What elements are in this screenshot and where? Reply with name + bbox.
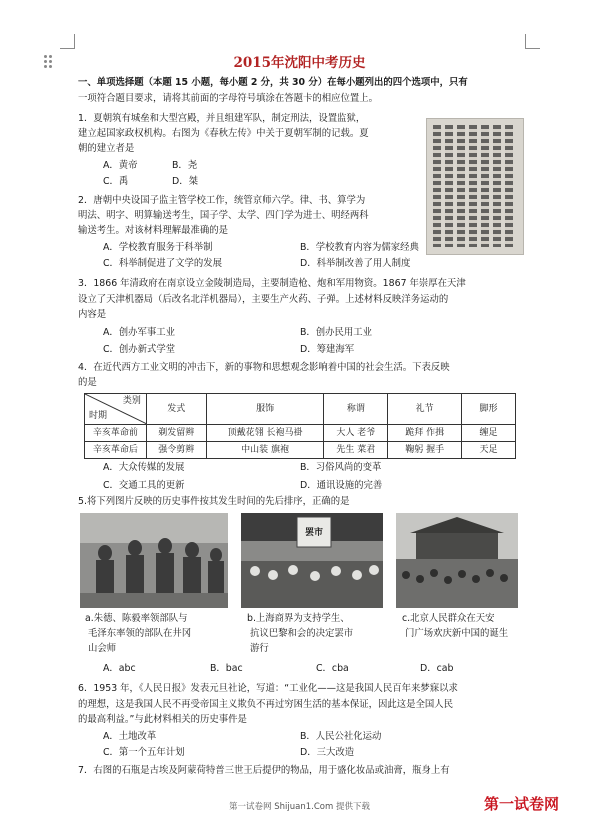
caption-a-line-3: 山会师 [88,643,117,654]
table-cell: 中山装 旗袍 [206,442,324,459]
table-cell: 辛亥革命前 [85,425,147,442]
q3-option-c: C．创办新式学堂 [103,344,176,355]
photo-art-c [396,513,518,608]
table-cell: 大人 老爷 [324,425,388,442]
q1-option-b: B．尧 [172,160,198,171]
section-intro-line-2: 一项符合题目要求，请将其前面的字母符号填涂在答题卡的相应位置上。 [78,93,379,104]
q3-line-1: 3．1866 年清政府在南京设立金陵制造局，主要制造枪、炮和军用物资。1867 年崇厚在天津 [78,278,466,289]
q7-line-1: 7．右图的石瓶是古埃及阿蒙荷特普三世王后提伊的物品，用于盛化妆品或油膏，瓶身上有 [78,765,450,776]
q5-option-b: B．bac [210,663,243,674]
q6-line-3: 的最高利益。”与此材料相关的历史事件是 [78,714,247,725]
crop-mark-top-right [525,34,540,49]
q2-option-d: D．科举制改善了用人制度 [300,258,411,269]
table-corner-cell [85,394,147,425]
table-cell: 顶戴花翎 长袍马褂 [206,425,324,442]
q2-line-2: 明法、明字、明算输送考生，国子学、太学、四门学为进士、明经两科 [78,210,369,221]
q4-option-b: B．习俗风尚的变革 [300,462,382,473]
q2-option-a: A．学校教育服务于科举制 [103,242,213,253]
photo-sign-text: 罢市 [304,528,323,538]
photo-art-a [80,513,228,608]
q5-line-1: 5.将下列图片反映的历史事件按其发生时间的先后排序，正确的是 [78,496,350,507]
caption-a-line-1: a.朱德、陈毅率领部队与 [85,613,188,624]
q1-option-a: A．黄帝 [103,160,138,171]
caption-b-line-2: 抗议巴黎和会的决定罢市 [250,628,354,639]
site-watermark: 第一试卷网 [484,795,560,813]
q3-line-3: 内容是 [78,309,107,320]
table-header-cell: 脚形 [462,394,516,425]
table-cell: 跪拜 作揖 [388,425,462,442]
caption-b-line-3: 游行 [250,643,269,654]
q1-option-c: C．禹 [103,176,129,187]
page-footer: 第一试卷网 Shijuan1.Com 提供下载 [229,802,370,812]
q6-option-a: A．土地改革 [103,731,157,742]
q6-line-1: 6．1953 年，《人民日报》发表元旦社论，写道：“工业化——这是我国人民百年来梦寐以求 [78,683,458,694]
corner-label-period: 时期 [89,411,108,421]
caption-c-line-1: c.北京人民群众在天安 [402,613,495,624]
q6-option-c: C．第一个五年计划 [103,747,185,758]
q2-line-3: 输送考生。对该材料理解最准确的是 [78,225,229,236]
q3-option-d: D．筹建海军 [300,344,355,355]
table-cell: 天足 [462,442,516,459]
table-header-cell: 服饰 [206,394,324,425]
caption-c-line-2: 门广场欢庆新中国的诞生 [405,628,509,639]
q5-option-d: D．cab [420,663,454,674]
q4-option-d: D．通讯设施的完善 [300,480,383,491]
crop-mark-top-left [60,34,75,49]
caption-b-line-1: b.上海商界为支持学生、 [247,613,350,624]
q6-line-2: 的理想，这是我国人民不再受帝国主义欺负不再过穷困生活的基本保证，因此这是全国人民 [78,699,454,710]
table-header-cell: 礼节 [388,394,462,425]
table-header-cell: 发式 [146,394,206,425]
photo-jinggangshan-meeting [80,513,228,608]
table-row [85,442,516,459]
q1-line-3: 朝的建立者是 [78,143,135,154]
customs-table [84,393,516,459]
page-title: 2015年沈阳中考历史 [233,55,366,71]
q4-option-c: C．交通工具的更新 [103,480,185,491]
q3-option-b: B．创办民用工业 [300,327,373,338]
q3-option-a: A．创办军事工业 [103,327,176,338]
table-row [85,425,516,442]
q4-line-1: 4．在近代西方工业文明的冲击下，新的事物和思想观念影响着中国的社会生活。下表反映 [78,362,450,373]
ancient-text-image [426,118,524,255]
photo-shanghai-strike [241,513,383,608]
table-cell: 缠足 [462,425,516,442]
q4-option-a: A．大众传媒的发展 [103,462,185,473]
table-cell: 剃发留辫 [146,425,206,442]
table-cell: 鞠躬 握手 [388,442,462,459]
q2-option-c: C．科举制促进了文学的发展 [103,258,223,269]
q2-option-b: B．学校教育内容为儒家经典 [300,242,419,253]
q4-line-2: 的是 [78,377,97,388]
table-header-row [85,394,516,425]
q1-option-d: D．桀 [172,176,198,187]
table-cell: 先生 菜君 [324,442,388,459]
q6-option-b: B．人民公社化运动 [300,731,382,742]
q1-line-1: 1．夏朝筑有城垒和大型宫殿，并且组建军队，制定刑法，设置监狱， [78,113,366,124]
q3-line-2: 设立了天津机器局（后改名北洋机器局），主要生产火药、子弹。上述材料反映洋务运动的 [78,294,449,305]
q5-option-a: A．abc [103,663,136,674]
q1-line-2: 建立起国家政权机构。右图为《春秋左传》中关于夏朝军制的记载。夏 [78,128,369,139]
q6-option-d: D．三大改造 [300,747,355,758]
q5-option-c: C．cba [316,663,349,674]
section-intro-line-1: 一、单项选择题（本题 15 小题，每小题 2 分，共 30 分）在每小题列出的四个选项中，只有 [78,77,468,88]
table-cell: 强令剪辫 [146,442,206,459]
corner-label-category: 类别 [122,396,141,406]
table-header-cell: 称谓 [324,394,388,425]
caption-a-line-2: 毛泽东率领的部队在井冈 [88,628,192,639]
table-cell: 辛亥革命后 [85,442,147,459]
q2-line-1: 2．唐朝中央设国子监主管学校工作，统管京师六学。律、书、算学为 [78,195,366,206]
photo-tiananmen-celebration [396,513,518,608]
